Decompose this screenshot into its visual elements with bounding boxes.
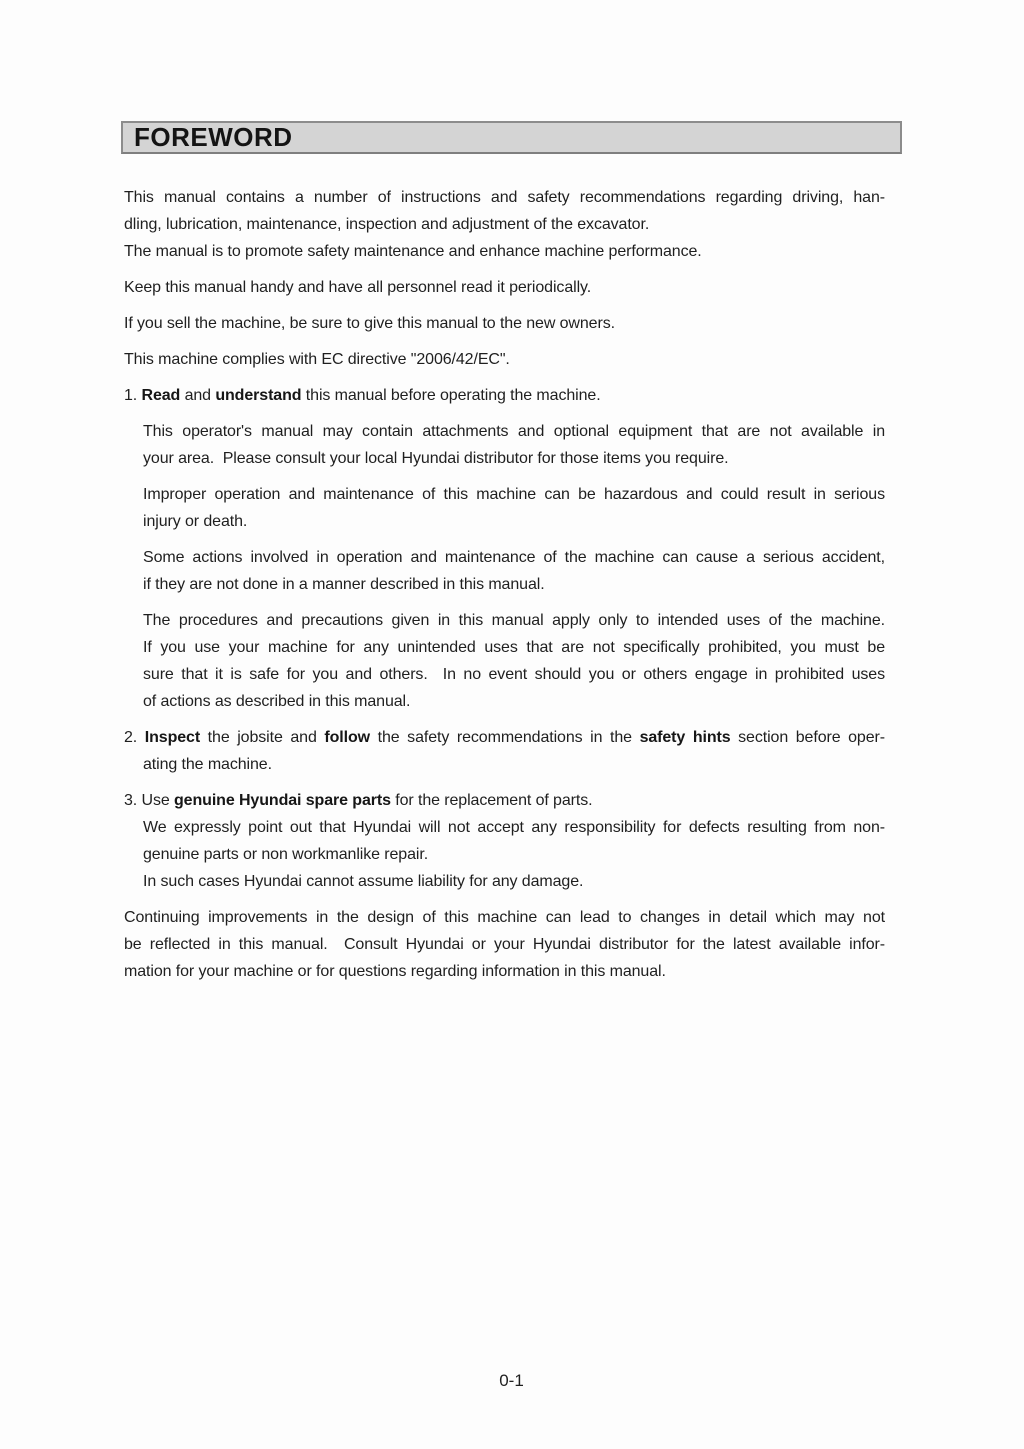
paragraph-intro-line-3: The manual is to promote safety maintenance and enhance machine performance. bbox=[124, 243, 702, 260]
paragraph-closing-line-3: mation for your machine or for questions regarding information in this manual. bbox=[124, 963, 666, 980]
list-item-3-number: 3. bbox=[124, 792, 142, 809]
sub-paragraph-2-line-1: Improper operation and maintenance of this machine can be hazardous and could result in serious bbox=[143, 486, 885, 503]
list-item-2-text-1: the jobsite and bbox=[200, 729, 325, 746]
list-item-1-heading bbox=[124, 382, 885, 409]
paragraph-sell-machine-line: If you sell the machine, be sure to give this manual to the new owners. bbox=[124, 315, 615, 332]
sub-paragraph-1-line-1: This operator's manual may contain attachments and optional equipment that are not available in bbox=[143, 423, 885, 440]
paragraph-closing bbox=[124, 904, 885, 985]
foreword-header-box bbox=[121, 121, 902, 154]
sub-paragraph-4-line-1: The procedures and precautions given in this manual apply only to intended uses of the machine. bbox=[143, 612, 885, 629]
list-item-1 bbox=[124, 382, 885, 409]
list-item-3-line-4: In such cases Hyundai cannot assume liability for any damage. bbox=[143, 873, 584, 890]
list-item-3-line-1 bbox=[124, 787, 885, 814]
page-title: FOREWORD bbox=[134, 121, 293, 152]
list-item-2-bold-inspect: Inspect bbox=[144, 729, 201, 746]
paragraph-closing-line-2: be reflected in this manual. Consult Hyundai or your Hyundai distributor for the latest available infor- bbox=[124, 936, 885, 953]
list-item-1-number: 1. bbox=[124, 387, 142, 404]
list-item-1-sub-paragraph-4 bbox=[124, 607, 885, 715]
list-item-2-bold-follow: follow bbox=[324, 729, 371, 746]
paragraph-keep-handy-line: Keep this manual handy and have all personnel read it periodically. bbox=[124, 279, 592, 296]
paragraph-ec-directive bbox=[124, 346, 885, 373]
list-item-1-text-1: and bbox=[180, 387, 216, 404]
list-item-1-bold-read: Read bbox=[141, 387, 181, 404]
paragraph-intro-line-1: This manual contains a number of instructions and safety recommendations regarding driving, han- bbox=[124, 189, 885, 206]
sub-paragraph-2-line-2: injury or death. bbox=[143, 513, 248, 530]
page-number: 0-1 bbox=[499, 1371, 524, 1390]
paragraph-sell-machine bbox=[124, 310, 885, 337]
sub-paragraph-4-line-3: sure that it is safe for you and others. In no event should you or others engage in prohibited uses bbox=[143, 666, 885, 683]
list-item-1-text-2: this manual before operating the machine. bbox=[301, 387, 601, 404]
list-item-2-bold-safety-hints: safety hints bbox=[639, 729, 731, 746]
sub-paragraph-4-line-4: of actions as described in this manual. bbox=[143, 693, 411, 710]
paragraph-closing-line-1: Continuing improvements in the design of this machine can lead to changes in detail which may not bbox=[124, 909, 885, 926]
list-item-1-bold-understand: understand bbox=[215, 387, 302, 404]
list-item-2 bbox=[124, 724, 885, 778]
list-item-2-text-2: the safety recommendations in the bbox=[370, 729, 640, 746]
sub-paragraph-1-line-2: your area. Please consult your local Hyundai distributor for those items you require. bbox=[143, 450, 729, 467]
body-text-column bbox=[124, 184, 885, 994]
list-item-2-line-1 bbox=[124, 724, 885, 751]
list-item-3 bbox=[124, 787, 885, 895]
paragraph-intro bbox=[124, 184, 885, 265]
paragraph-keep-handy bbox=[124, 274, 885, 301]
list-item-3-line-2: We expressly point out that Hyundai will not accept any responsibility for defects resulting from non- bbox=[143, 819, 885, 836]
list-item-2-text-3: section before oper- bbox=[730, 729, 885, 746]
list-item-1-sub-paragraph-2 bbox=[124, 481, 885, 535]
sub-paragraph-4-line-2: If you use your machine for any unintended uses that are not specifically prohibited, you must be bbox=[143, 639, 885, 656]
list-item-3-text-1: for the replacement of parts. bbox=[390, 792, 593, 809]
list-item-2-line-2: ating the machine. bbox=[143, 756, 272, 773]
sub-paragraph-3-line-2: if they are not done in a manner described in this manual. bbox=[143, 576, 545, 593]
sub-paragraph-3-line-1: Some actions involved in operation and maintenance of the machine can cause a serious accident, bbox=[143, 549, 885, 566]
list-item-2-number: 2. bbox=[124, 729, 145, 746]
list-item-1-sub-paragraph-3 bbox=[124, 544, 885, 598]
list-item-3-line-3: genuine parts or non workmanlike repair. bbox=[143, 846, 429, 863]
list-item-3-bold-genuine-parts: genuine Hyundai spare parts bbox=[174, 792, 391, 809]
list-item-3-text-0: Use bbox=[141, 792, 174, 809]
paragraph-ec-directive-line: This machine complies with EC directive "2006/42/EC". bbox=[124, 351, 510, 368]
list-item-1-sub-paragraph-1 bbox=[124, 418, 885, 472]
paragraph-intro-line-2: dling, lubrication, maintenance, inspection and adjustment of the excavator. bbox=[124, 216, 650, 233]
